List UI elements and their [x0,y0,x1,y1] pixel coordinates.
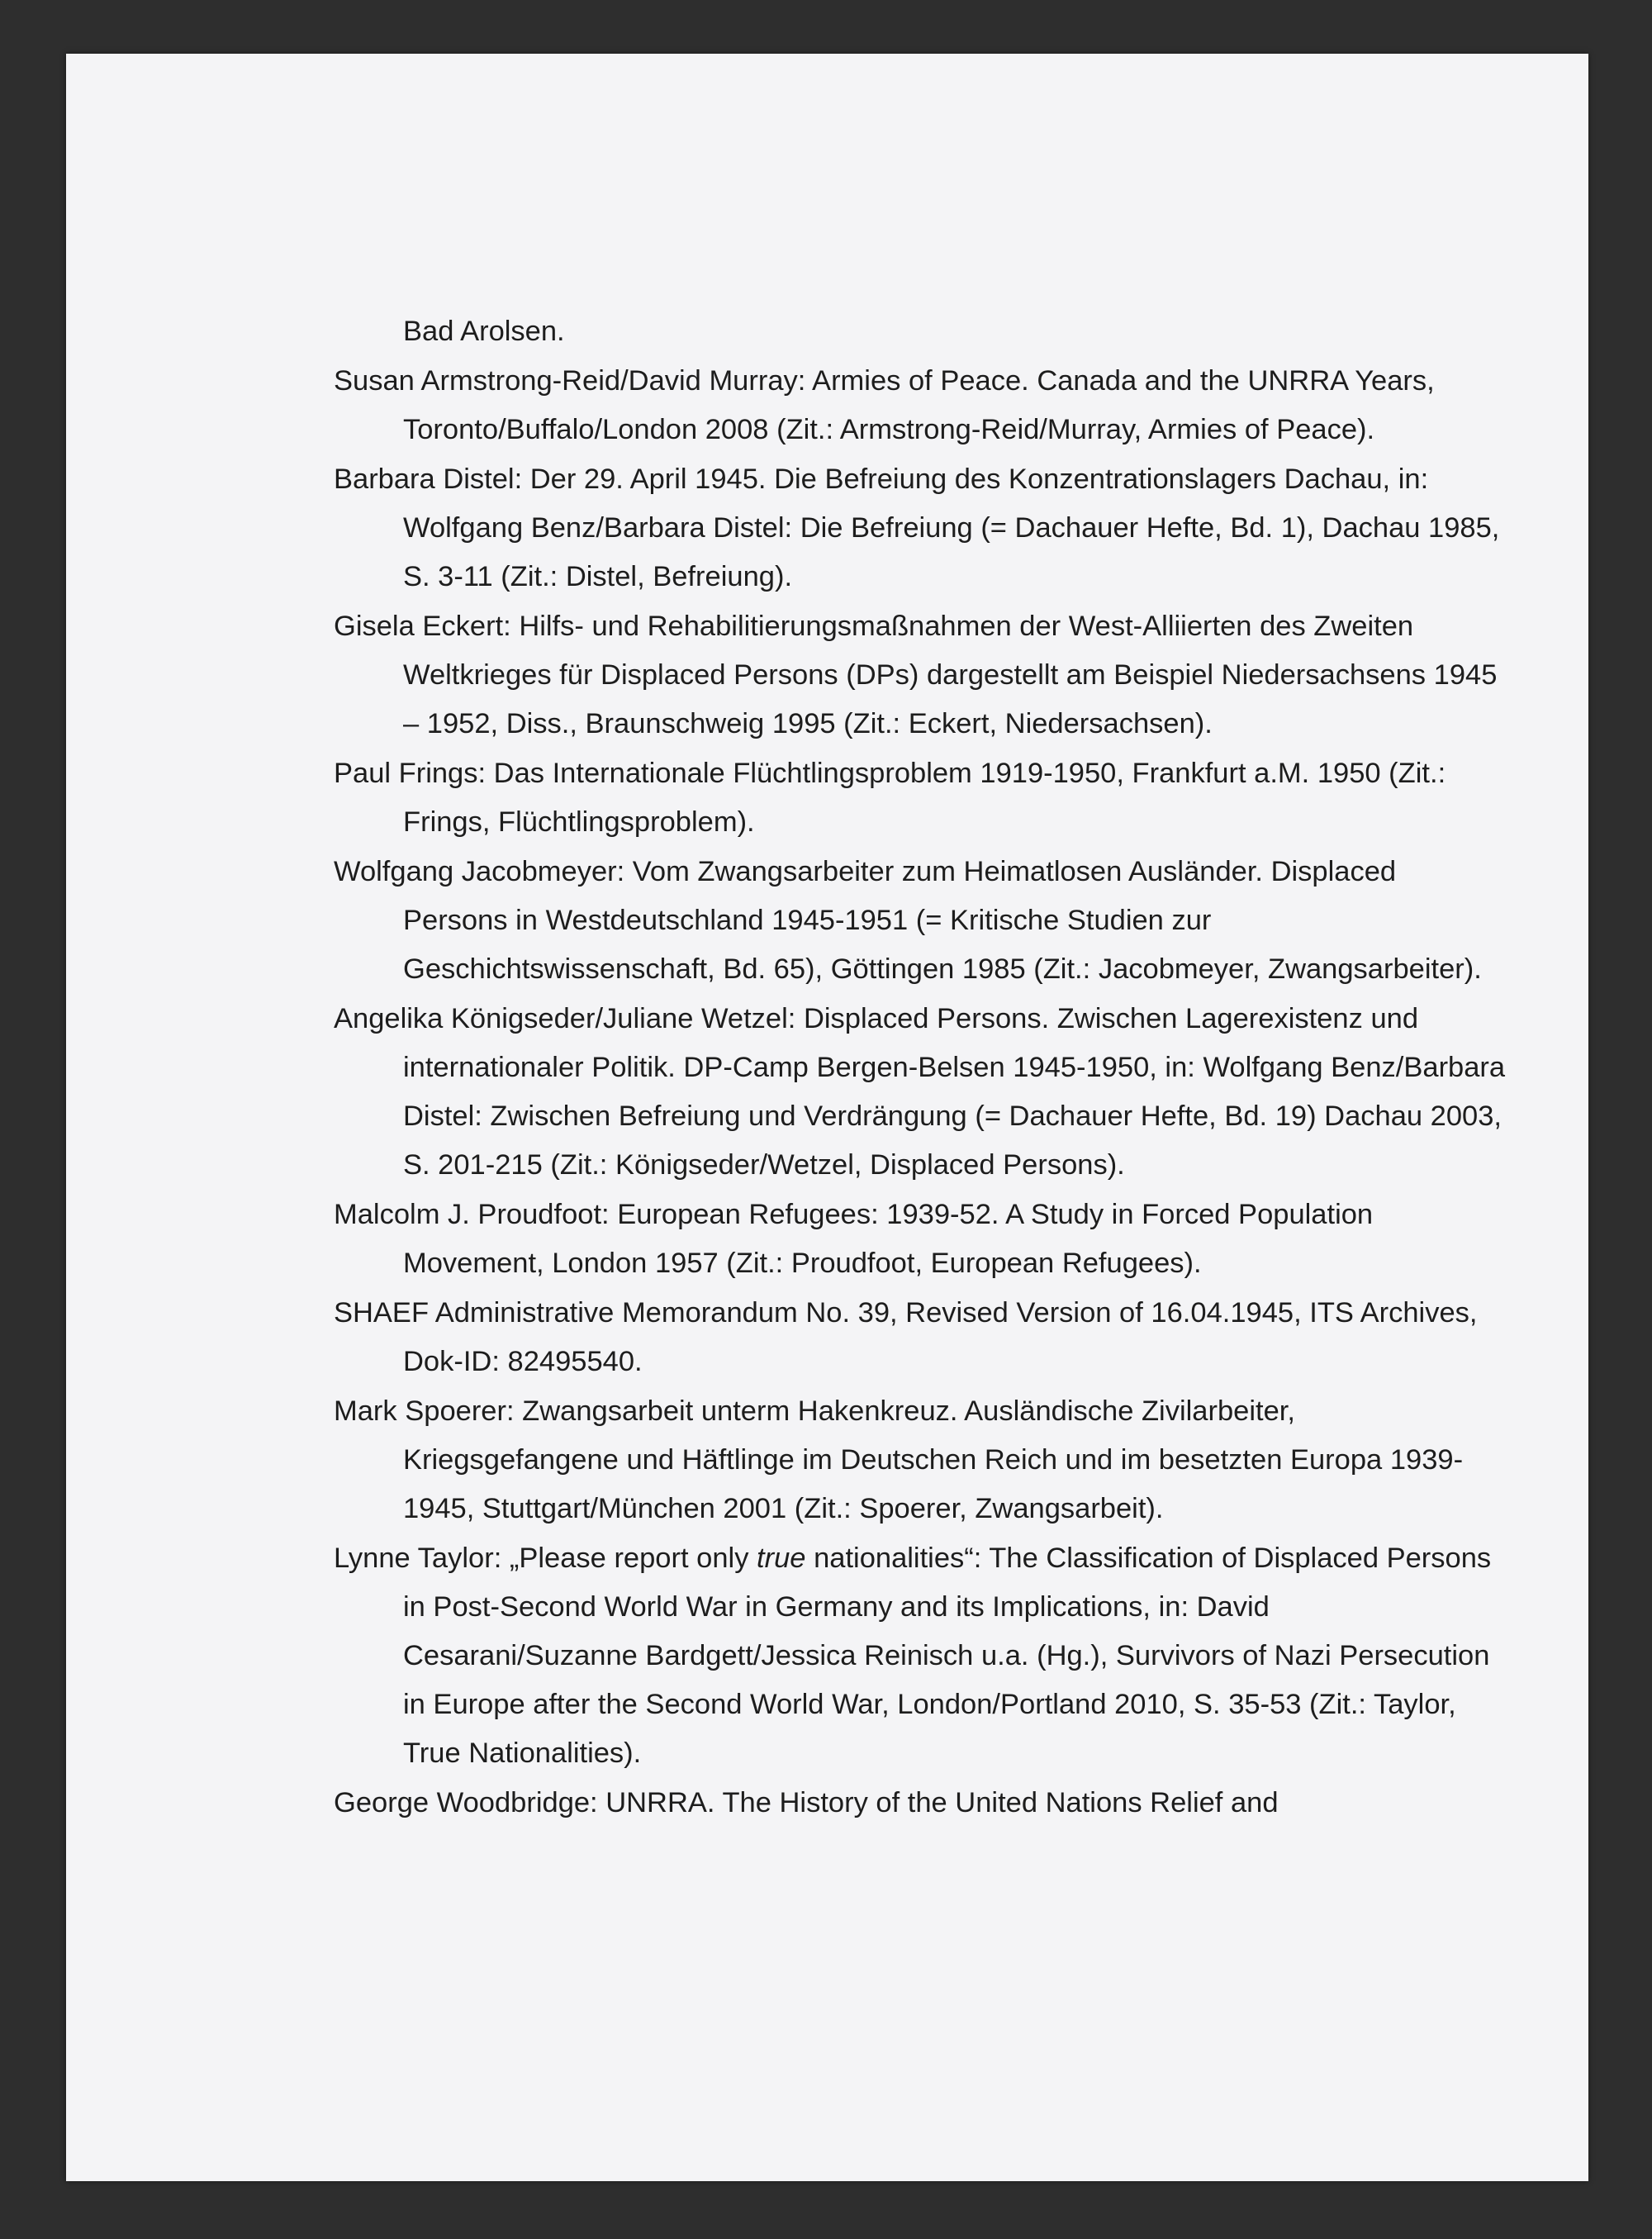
bibliography-entry-frings: Paul Frings: Das Internationale Flüchtlingsproblem 1919-1950, Frankfurt a.M. 1950 (Zit.: Frings, Flüchtlingsproblem). [334,758,1446,838]
taylor-text-after: nationalities“: The Classification of Displaced Persons in Post-Second World War in Germany and its Implications, in: David Cesarani/Suzanne Bardgett/Jessica Reinisch u.a. (Hg.), Survivors of Nazi Persecution in Europe after the Second World War, London/Portland 2010, S. 35-53 (Zit.: Taylor, True Nationalities). [403,1543,1492,1769]
bibliography-list [334,307,1507,1828]
bibliography-entry-taylor [334,1534,1507,1778]
taylor-text-italic: true [757,1543,806,1574]
document-page [66,54,1588,2181]
bibliography-entry-proudfoot: Malcolm J. Proudfoot: European Refugees: 1939-52. A Study in Forced Population Movement, London 1957 (Zit.: Proudfoot, European Refugees). [334,1199,1374,1279]
bibliography-entry-continuation: Bad Arolsen. [403,316,565,347]
bibliography-entry-woodbridge: George Woodbridge: UNRRA. The History of the United Nations Relief and [334,1787,1279,1818]
bibliography-entry-armstrong-reid: Susan Armstrong-Reid/David Murray: Armies of Peace. Canada and the UNRRA Years, Toronto/Buffalo/London 2008 (Zit.: Armstrong-Reid/Murray, Armies of Peace). [334,365,1435,445]
bibliography-entry-eckert: Gisela Eckert: Hilfs- und Rehabilitierungsmaßnahmen der West-Alliierten des Zweiten Weltkrieges für Displaced Persons (DPs) dargestellt am Beispiel Niedersachsens 1945 – 1952, Diss., Braunschweig 1995 (Zit.: Eckert, Niedersachsen). [334,611,1498,739]
bibliography-entry-shaef: SHAEF Administrative Memorandum No. 39, Revised Version of 16.04.1945, ITS Archives, Dok-ID: 82495540. [334,1297,1478,1377]
bibliography-entry-spoerer: Mark Spoerer: Zwangsarbeit unterm Hakenkreuz. Ausländische Zivilarbeiter, Kriegsgefangene und Häftlinge im Deutschen Reich und im besetzten Europa 1939-1945, Stuttgart/München 2001 (Zit.: Spoerer, Zwangsarbeit). [334,1395,1464,1524]
bibliography-entry-distel: Barbara Distel: Der 29. April 1945. Die Befreiung des Konzentrationslagers Dachau, in: Wolfgang Benz/Barbara Distel: Die Befreiung (= Dachauer Hefte, Bd. 1), Dachau 1985, S. 3-11 (Zit.: Distel, Befreiung). [334,463,1500,592]
bibliography-entry-koenigseder-wetzel: Angelika Königseder/Juliane Wetzel: Displaced Persons. Zwischen Lagerexistenz und internationaler Politik. DP-Camp Bergen-Belsen 1945-1950, in: Wolfgang Benz/Barbara Distel: Zwischen Befreiung und Verdrängung (= Dachauer Hefte, Bd. 19) Dachau 2003, S. 201-215 (Zit.: Königseder/Wetzel, Displaced Persons). [334,1003,1506,1181]
bibliography-entry-jacobmeyer: Wolfgang Jacobmeyer: Vom Zwangsarbeiter zum Heimatlosen Ausländer. Displaced Persons in Westdeutschland 1945-1951 (= Kritische Studien zur Geschichtswissenschaft, Bd. 65), Göttingen 1985 (Zit.: Jacobmeyer, Zwangsarbeiter). [334,856,1482,985]
taylor-text-before: Lynne Taylor: „Please report only [334,1543,757,1574]
